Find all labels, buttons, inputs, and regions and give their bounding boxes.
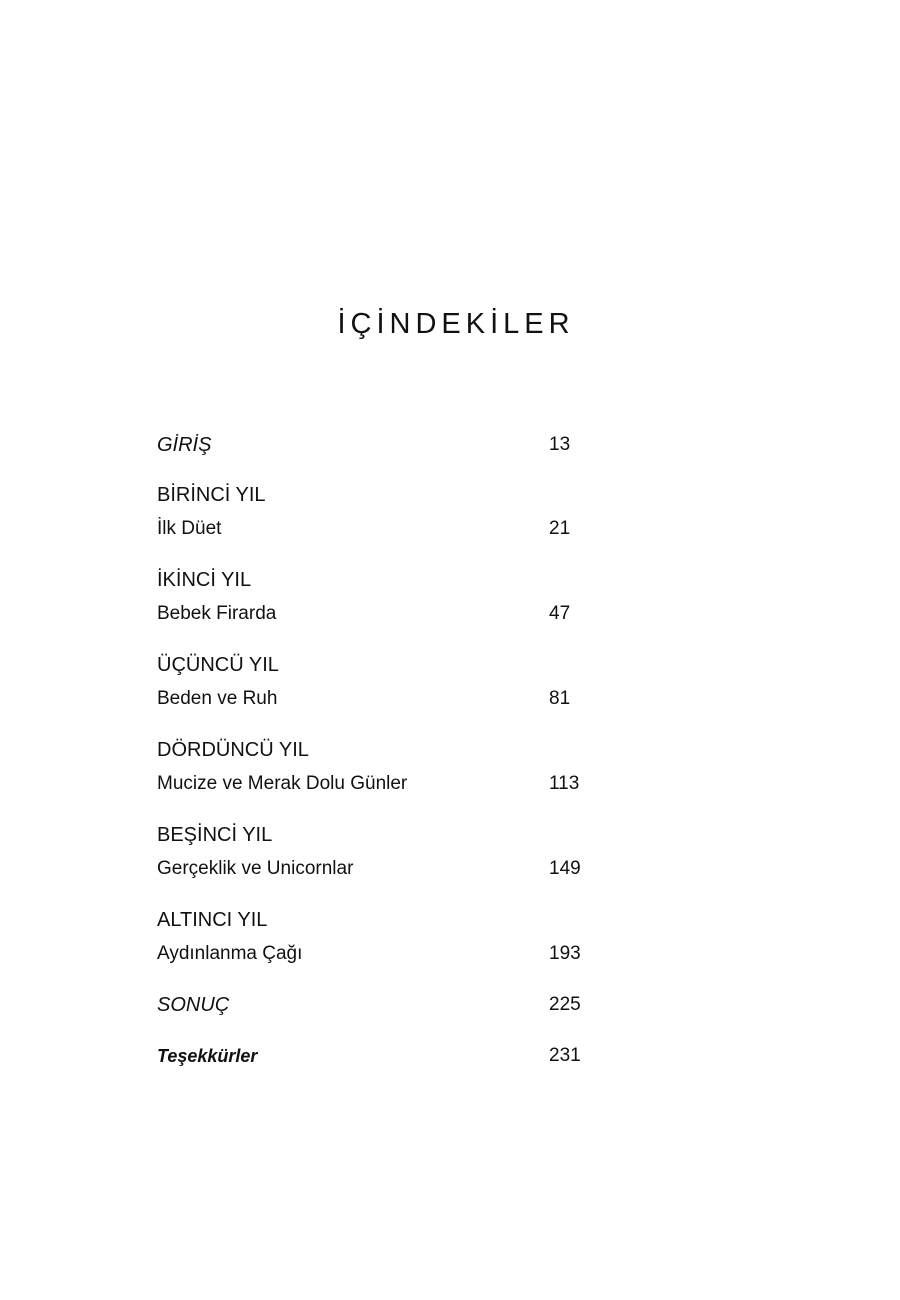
toc-entry-tesekkurler (157, 1039, 657, 1073)
toc-entry-page: 47 (549, 603, 571, 624)
toc-entry-page: 21 (549, 518, 571, 539)
toc-section-heading (157, 563, 657, 597)
toc-entry-bebek-firarda (157, 597, 657, 631)
toc-entry-page: 149 (549, 858, 581, 879)
toc-entry-page: 231 (549, 1045, 581, 1066)
toc-section-heading (157, 818, 657, 852)
toc-entry-label: GİRİŞ (157, 434, 212, 456)
toc-entry-beden-ve-ruh (157, 682, 657, 716)
toc-entry-page: 13 (549, 434, 571, 455)
toc-section-heading (157, 648, 657, 682)
toc-heading-ucuncu-yil: ÜÇÜNCÜ YIL (157, 654, 279, 676)
toc-entry-label: Bebek Firarda (157, 603, 277, 624)
toc-heading-birinci-yil: BİRİNCİ YIL (157, 484, 266, 506)
toc-entry-page: 193 (549, 943, 581, 964)
table-of-contents (157, 428, 657, 1073)
toc-entry-label: Mucize ve Merak Dolu Günler (157, 773, 408, 794)
toc-entry-label: İlk Düet (157, 518, 222, 539)
toc-entry-label: Beden ve Ruh (157, 688, 278, 709)
toc-heading-altinci-yil: ALTINCI YIL (157, 909, 268, 931)
toc-section-heading (157, 478, 657, 512)
toc-entry-label: SONUÇ (157, 994, 230, 1016)
toc-entry-aydinlanma (157, 937, 657, 971)
toc-entry-giris (157, 428, 657, 462)
toc-entry-mucize (157, 767, 657, 801)
toc-entry-page: 113 (549, 773, 580, 794)
toc-entry-gerceklik (157, 852, 657, 886)
page-title: İÇİNDEKİLER (337, 308, 575, 340)
toc-entry-sonuc (157, 988, 657, 1022)
toc-entry-label: Teşekkürler (157, 1046, 258, 1066)
toc-entry-ilk-duet (157, 512, 657, 546)
toc-heading-dorduncu-yil: DÖRDÜNCÜ YIL (157, 739, 309, 761)
toc-entry-page: 81 (549, 688, 571, 709)
toc-entry-page: 225 (549, 994, 581, 1015)
toc-entry-label: Gerçeklik ve Unicornlar (157, 858, 354, 879)
toc-section-heading (157, 733, 657, 767)
toc-section-heading (157, 903, 657, 937)
toc-entry-label: Aydınlanma Çağı (157, 943, 303, 964)
toc-heading-ikinci-yil: İKİNCİ YIL (157, 569, 252, 591)
toc-heading-besinci-yil: BEŞİNCİ YIL (157, 824, 273, 846)
